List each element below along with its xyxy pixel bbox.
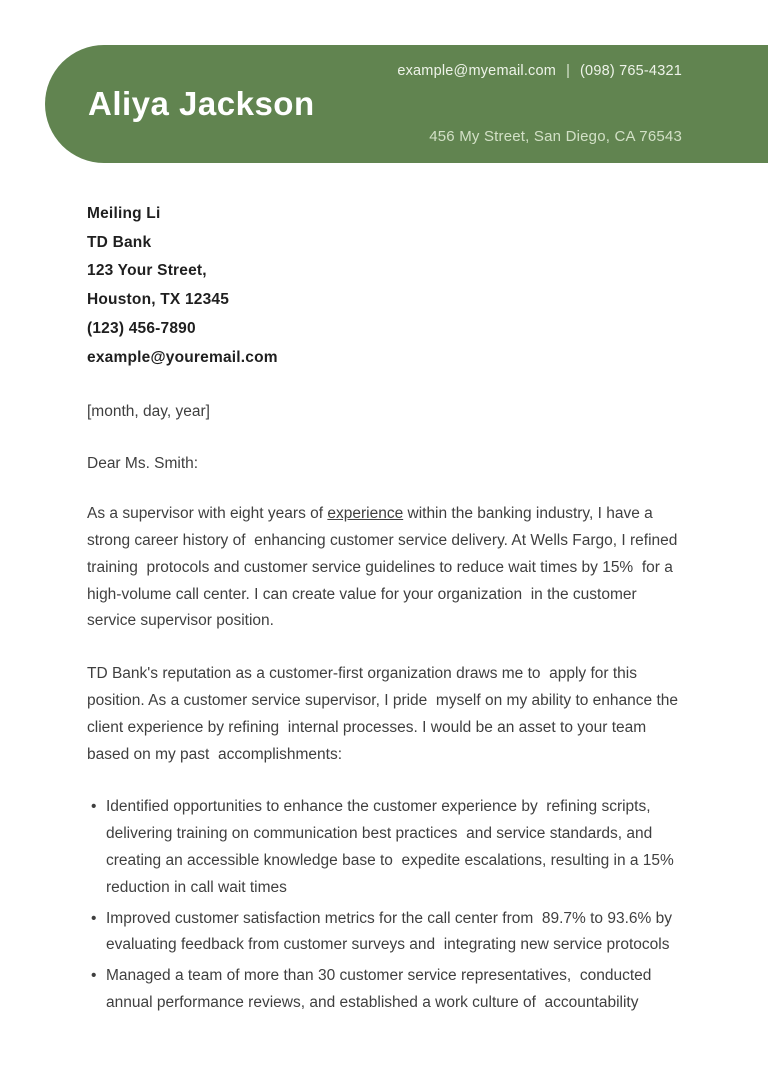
accomplishment-item: • Identified opportunities to enhance the customer experience by refining scripts, delivering training on communication best practices and service standards, and creating an accessible knowledge base to expedite escalations, resulting in a 15% reduction in call wait times (106, 794, 687, 901)
recipient-company: TD Bank (87, 233, 152, 251)
experience-link[interactable]: experience (327, 505, 404, 523)
contact-block (397, 21, 682, 187)
contact-separator: | (566, 63, 571, 79)
recipient-street: 123 Your Street, (87, 262, 207, 280)
letter-body (87, 200, 687, 1021)
paragraph-motivation: TD Bank's reputation as a customer-first organization draws me to apply for this position. As a customer service supervisor, I pride myself on my ability to enhance the client experience by refining internal processes. I would be an asset to your team based on my past accomplishments: (87, 665, 683, 763)
paragraph-intro-after: within the banking industry, I have a strong career history of enhancing customer service delivery. At Wells Fargo, I refined training protocols and customer service guidelines to reduce wait times by 15% for a high-volume call center. I can create value for your organization in the customer service supervisor position. (87, 505, 682, 630)
accomplishments-list (87, 794, 687, 1016)
applicant-phone: (098) 765-4321 (580, 63, 682, 79)
applicant-address: 456 My Street, San Diego, CA 76543 (429, 128, 682, 145)
applicant-name: Aliya Jackson (88, 85, 315, 122)
accomplishment-item: • Managed a team of more than 30 customer service representatives, conducted annual performance reviews, and established a work culture of accountability (106, 963, 687, 1017)
header-banner (45, 45, 768, 163)
recipient-email: example@youremail.com (87, 348, 278, 366)
recipient-block (87, 200, 687, 372)
recipient-phone: (123) 456-7890 (87, 319, 196, 337)
accomplishment-item: • Improved customer satisfaction metrics for the call center from 89.7% to 93.6% by evaluating feedback from customer surveys and integrating new service protocols (106, 906, 687, 960)
applicant-email: example@myemail.com (397, 63, 557, 79)
recipient-city: Houston, TX 12345 (87, 291, 230, 309)
paragraph-intro (87, 501, 687, 635)
paragraph-intro-before: As a supervisor with eight years of (87, 505, 328, 523)
contact-line-email-phone (397, 57, 682, 86)
date-placeholder: [month, day, year] (87, 403, 210, 421)
recipient-name: Meiling Li (87, 205, 161, 222)
salutation: Dear Ms. Smith: (87, 455, 199, 473)
